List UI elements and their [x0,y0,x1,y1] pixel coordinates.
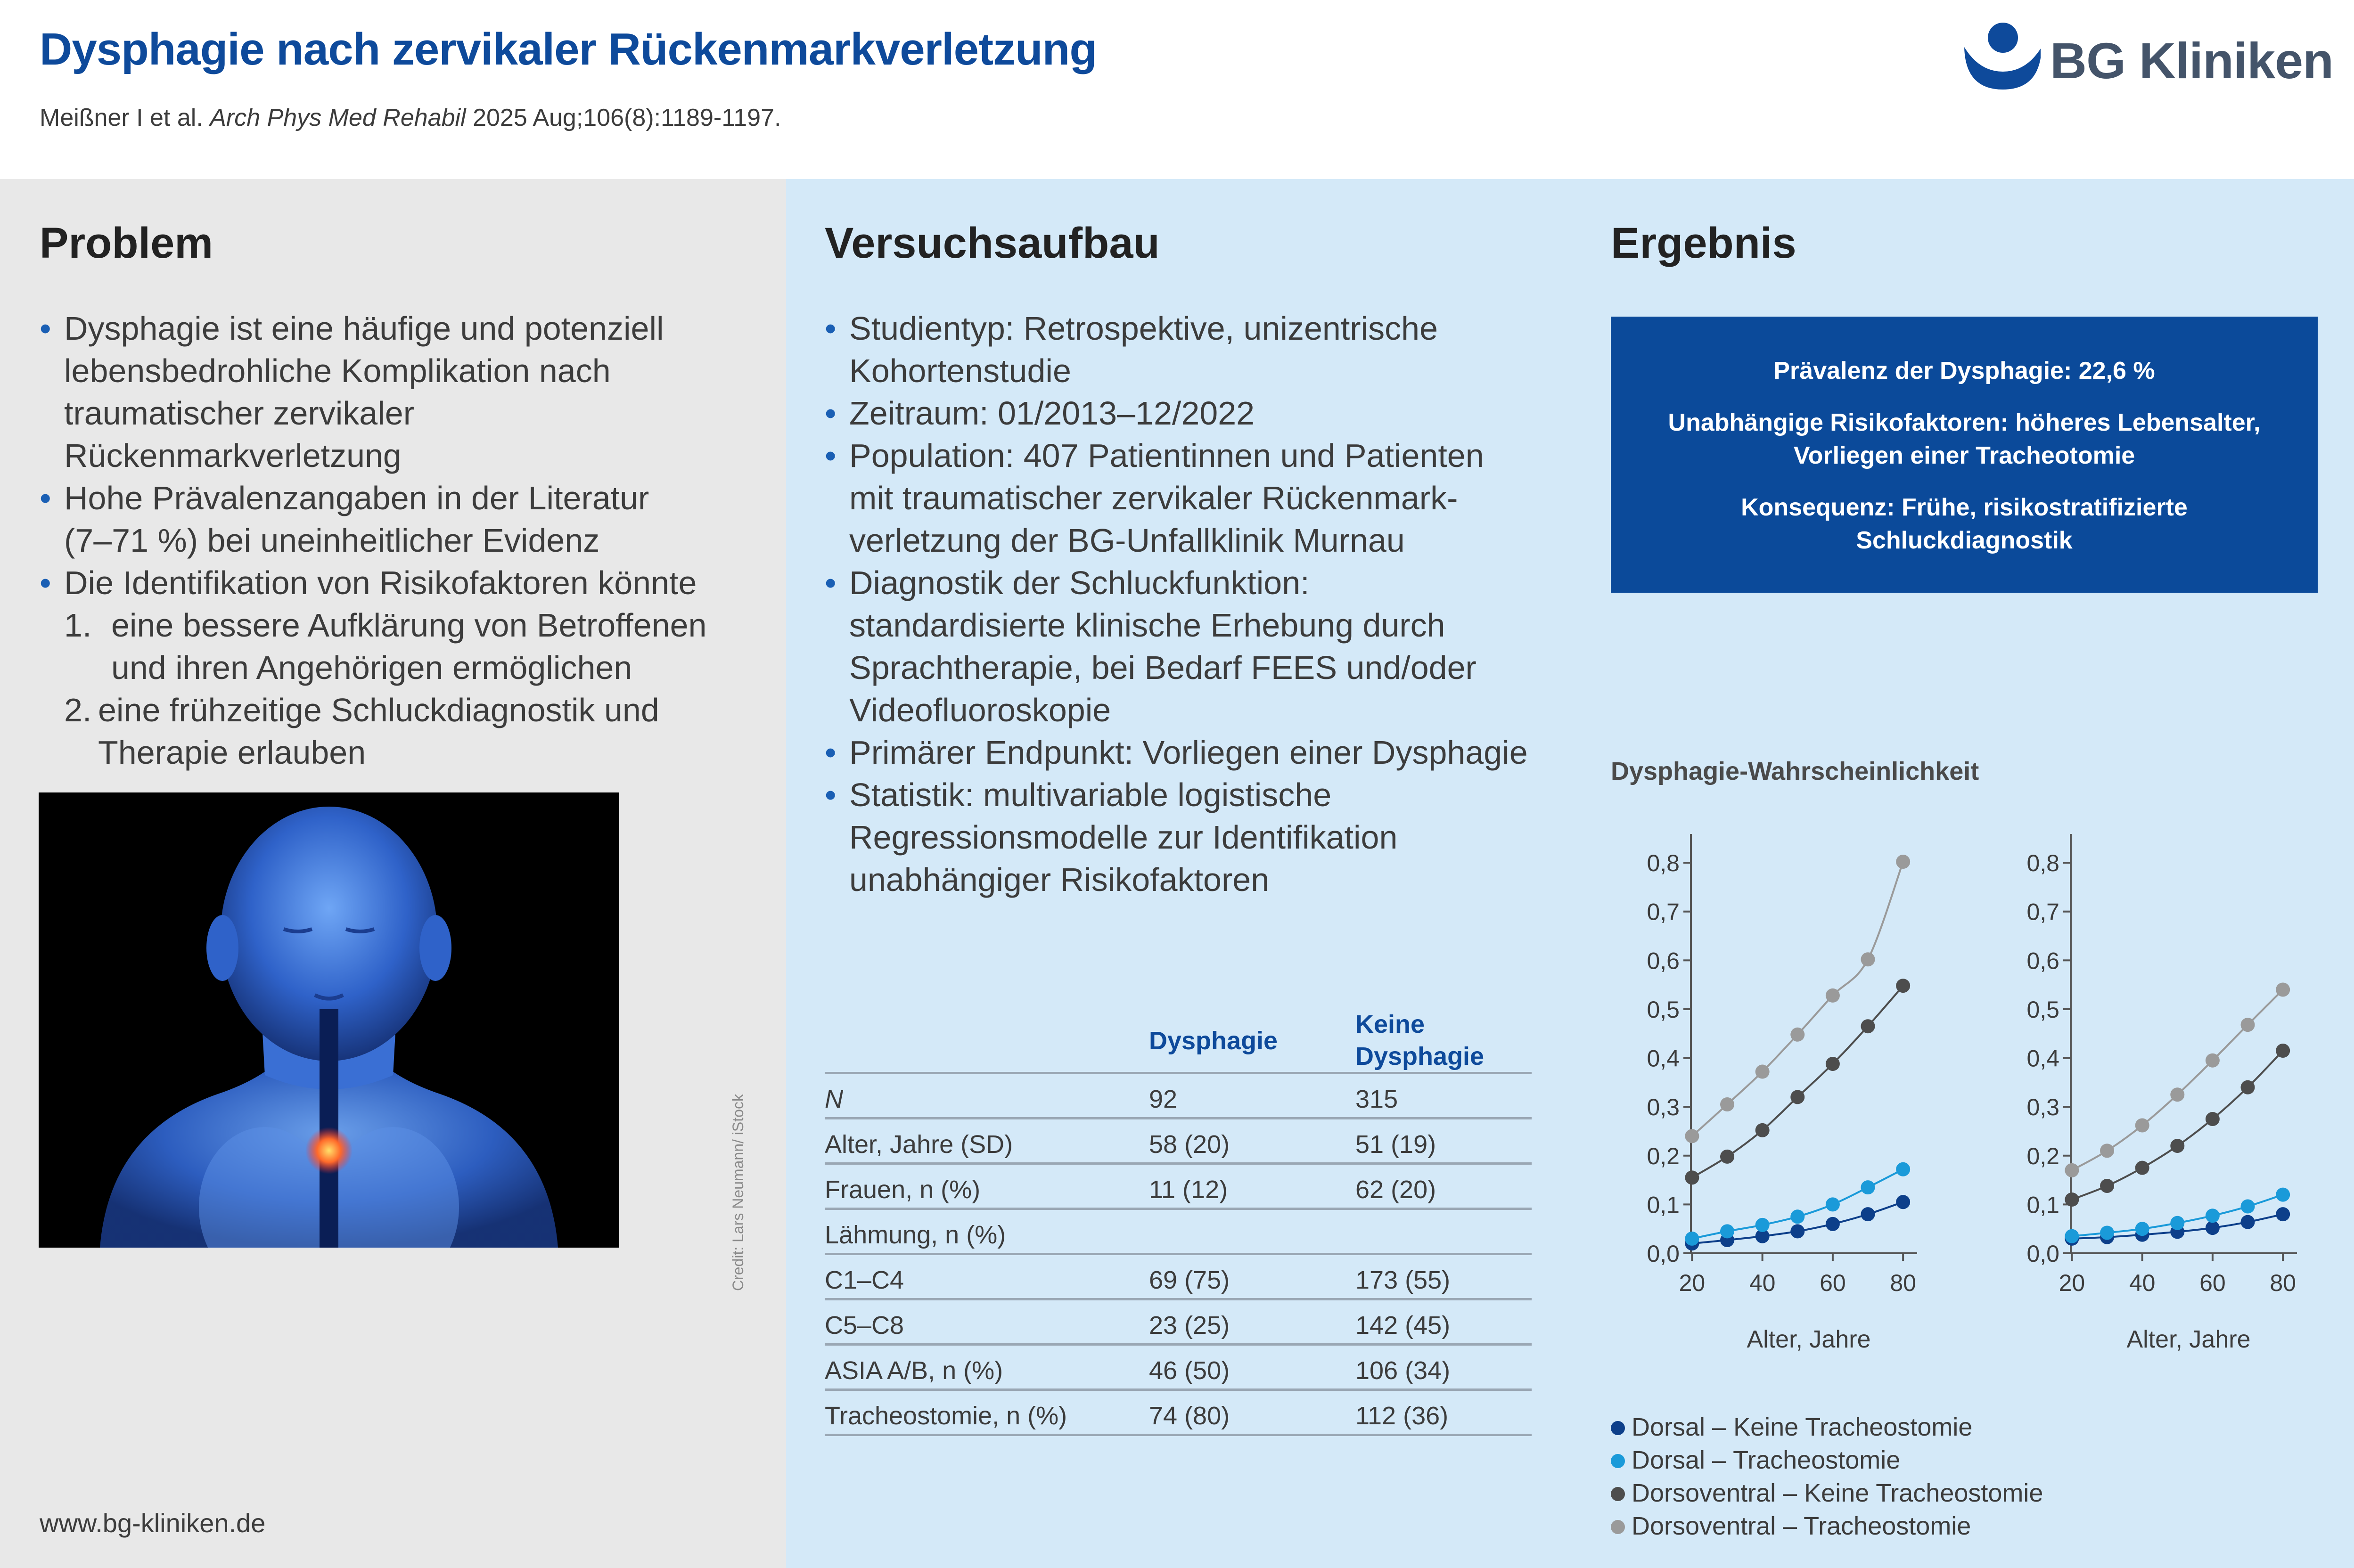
illustration-throat-image [39,792,619,1248]
y-tick-label: 0,4 [2026,1045,2059,1072]
table-row [825,1391,1532,1436]
row-label: C1–C4 [825,1266,904,1294]
y-tick-label: 0,6 [1647,947,1680,974]
list-item: • Hohe Prävalenzangaben in der Literatur (7–71 %) bei uneinheitlicher Evidenz [40,477,699,562]
table-row [825,1346,1532,1391]
cell-dysphagia: 11 (12) [1149,1176,1228,1204]
row-label: C5–C8 [825,1311,904,1339]
image-credit: Credit: Lars Neumann/ iStock [730,1094,746,1291]
problem-column [0,179,786,1568]
list-subitem [40,689,746,774]
table-row [825,1255,1532,1300]
data-point [2100,1225,2114,1240]
list-item: • Statistik: multivariable logistische Regressionsmodelle zur Identifikation unabhängiger Risikofaktoren [825,774,1447,901]
data-point [2241,1200,2255,1214]
data-point [2206,1209,2220,1223]
legend-marker [1611,1487,1625,1501]
list-item: • Population: 407 Patientinnen und Patienten mit traumatischer zervikaler Rückenmark-verletzung der BG-Unfallklinik Murnau [825,434,1503,562]
cell-no-dysphagia: 62 (20) [1355,1176,1436,1204]
probability-chart-left [1611,820,1941,1357]
citation-authors: Meißner I et al. [40,104,203,131]
probability-chart-right [1991,820,2321,1357]
legend-item [1611,1510,2043,1543]
legend-marker [1611,1421,1625,1435]
setup-list [825,307,1541,901]
legend-item [1611,1411,2043,1444]
data-point [1826,988,1840,1003]
y-tick-label: 0,6 [2026,947,2059,974]
data-point [1720,1097,1734,1111]
data-point [2276,1044,2290,1058]
data-point [2170,1216,2184,1230]
chart-legend [1611,1411,2043,1543]
data-point [2241,1080,2255,1094]
data-point [1790,1090,1804,1104]
data-point [2065,1192,2079,1207]
list-item: • Die Identifikation von Risikofaktoren könnte [40,562,746,604]
result-summary-box [1611,317,2318,593]
problem-title: Problem [40,219,213,267]
y-tick-label: 0,8 [1647,850,1680,877]
list-item: • Diagnostik der Schluckfunktion: standardisierte klinische Erhebung durch Sprachtherapie, bei Bedarf FEES und/oder Videofluoroskopie [825,562,1485,731]
row-label: Tracheostomie, n (%) [825,1402,1067,1430]
cell-dysphagia: 74 (80) [1149,1402,1230,1430]
table-row [825,1300,1532,1346]
subitem-text: eine bessere Aufklärung von Betroffenen und ihren Angehörigen ermöglichen [111,607,707,686]
setup-title: Versuchsaufbau [825,219,1160,267]
x-tick-label: 60 [1820,1270,1846,1296]
y-tick-label: 0,8 [2026,850,2059,877]
legend-label: Dorsoventral – Keine Tracheostomie [1632,1479,2043,1507]
data-point [2276,1207,2290,1221]
data-point [1861,1207,1875,1221]
y-tick-label: 0,2 [2026,1143,2059,1169]
y-tick-label: 0,1 [1647,1192,1680,1218]
y-tick-label: 0,3 [2026,1094,2059,1121]
list-item: • Dysphagie ist eine häufige und potenziell lebensbedrohliche Komplikation nach traumatischer zervikaler Rückenmarkverletzung [40,307,728,477]
column-header-no-dysphagia [1355,1008,1484,1072]
logo-emblem-icon [1960,19,2041,99]
row-label: ASIA A/B, n (%) [825,1356,1003,1385]
data-point [2206,1221,2220,1235]
legend-marker [1611,1520,1625,1534]
table-row [825,1074,1532,1119]
data-point [1826,1217,1840,1231]
cell-no-dysphagia: 112 (36) [1355,1402,1449,1430]
citation-details: 2025 Aug;106(8):1189-1197. [473,104,781,131]
y-tick-label: 0,7 [1647,898,1680,925]
data-point [1896,1195,1910,1209]
characteristics-table [825,1004,1532,1436]
data-point [1685,1129,1699,1143]
x-axis-label: Alter, Jahre [1747,1326,1871,1353]
cell-dysphagia: 46 (50) [1149,1356,1230,1385]
column-header-line: Dysphagie [1355,1042,1485,1070]
data-point [2170,1087,2184,1102]
data-point [1720,1224,1734,1238]
data-point [1720,1150,1734,1164]
result-risk-factors: Unabhängige Risikofaktoren: höheres Lebensalter, Vorliegen einer Tracheotomie [1668,409,2261,469]
series-trend-line [1692,986,1903,1177]
y-tick-label: 0,5 [1647,996,1680,1023]
data-point [1861,1180,1875,1194]
data-point [2241,1018,2255,1032]
y-tick-label: 0,7 [2026,898,2059,925]
logo-text: BG Kliniken [2050,32,2334,89]
data-point [1826,1197,1840,1211]
data-point [1790,1224,1804,1238]
legend-item [1611,1477,2043,1510]
x-tick-label: 20 [2059,1270,2085,1296]
result-consequence: Konsequenz: Frühe, risikostratifizierte Schluckdiagnostik [1741,494,2188,554]
row-label: Lähmung, n (%) [825,1221,1006,1249]
y-tick-label: 0,4 [1647,1045,1680,1072]
table-row [825,1210,1532,1255]
data-point [2100,1179,2114,1193]
legend-item [1611,1444,2043,1477]
data-point [1755,1218,1770,1232]
cell-no-dysphagia: 142 (45) [1355,1311,1451,1339]
cell-no-dysphagia: 106 (34) [1355,1356,1451,1385]
data-point [2276,982,2290,996]
subitem-number: 1. [64,607,92,644]
list-subitem [40,604,746,689]
header [0,0,2354,179]
data-point [1790,1028,1804,1042]
y-tick-label: 0,3 [1647,1094,1680,1121]
data-point [1755,1065,1770,1079]
data-point [1790,1209,1804,1224]
x-tick-label: 60 [2199,1270,2226,1296]
data-point [2170,1139,2184,1153]
data-point [2065,1229,2079,1243]
problem-list [40,307,746,774]
data-point [2135,1161,2149,1175]
result-title: Ergebnis [1611,219,1796,267]
legend-label: Dorsal – Tracheostomie [1632,1446,1901,1474]
y-tick-label: 0,0 [2026,1241,2059,1267]
row-label: Frauen, n (%) [825,1176,981,1204]
subitem-number: 2. [64,692,92,728]
table-row [825,1119,1532,1165]
list-item: • Studientyp: Retrospektive, unizentrische Kohortenstudie [825,307,1475,392]
chart-svg [1991,820,2321,1357]
row-label: Alter, Jahre (SD) [825,1130,1013,1159]
data-point [1755,1123,1770,1137]
list-item: • Primärer Endpunkt: Vorliegen einer Dysphagie [825,731,1541,774]
website-link[interactable]: www.bg-kliniken.de [40,1508,266,1538]
cell-no-dysphagia: 315 [1355,1085,1398,1113]
bg-kliniken-logo [1960,19,2334,99]
data-point [1896,1162,1910,1176]
list-item: • Zeitraum: 01/2013–12/2022 [825,392,1541,434]
data-point [1896,979,1910,993]
table-header [825,1004,1532,1074]
chart-svg [1611,820,1941,1357]
x-tick-label: 40 [2129,1270,2156,1296]
x-tick-label: 40 [1749,1270,1776,1296]
cell-dysphagia: 69 (75) [1149,1266,1230,1294]
data-point [2241,1215,2255,1229]
data-point [1826,1057,1840,1071]
cell-no-dysphagia: 51 (19) [1355,1130,1436,1159]
table-row [825,1165,1532,1210]
x-tick-label: 20 [1679,1270,1706,1296]
data-point [2135,1119,2149,1133]
x-axis-label: Alter, Jahre [2126,1326,2251,1353]
data-point [1685,1170,1699,1184]
citation-journal: Arch Phys Med Rehabil [210,104,466,131]
data-point [1896,855,1910,869]
data-point [2065,1163,2079,1177]
citation [40,104,781,132]
legend-label: Dorsoventral – Tracheostomie [1632,1512,1971,1540]
data-point [2135,1222,2149,1236]
data-point [2276,1188,2290,1202]
y-tick-label: 0,2 [1647,1143,1680,1169]
x-tick-label: 80 [1890,1270,1916,1296]
cell-no-dysphagia: 173 (55) [1355,1266,1451,1294]
cell-dysphagia: 23 (25) [1149,1311,1230,1339]
column-header-line: Keine [1355,1010,1425,1038]
legend-marker [1611,1454,1625,1468]
x-tick-label: 80 [2270,1270,2296,1296]
data-point [2206,1054,2220,1068]
y-tick-label: 0,1 [2026,1192,2059,1218]
y-tick-label: 0,5 [2026,996,2059,1023]
legend-label: Dorsal – Keine Tracheostomie [1632,1413,1973,1441]
result-prevalence: Prävalenz der Dysphagie: 22,6 % [1773,357,2155,384]
column-header-dysphagia: Dysphagie [1149,1027,1278,1055]
data-point [1685,1232,1699,1246]
data-point [2206,1112,2220,1126]
y-tick-label: 0,0 [1647,1241,1680,1267]
page-title: Dysphagie nach zervikaler Rückenmarkverletzung [40,24,1097,74]
chart-title: Dysphagie-Wahrscheinlichkeit [1611,757,1979,785]
cell-dysphagia: 58 (20) [1149,1130,1230,1159]
data-point [1861,952,1875,966]
cell-dysphagia: 92 [1149,1085,1178,1113]
series-trend-line [2072,1051,2283,1200]
subitem-text: eine frühzeitige Schluckdiagnostik und Therapie erlauben [98,692,659,771]
data-point [1861,1019,1875,1033]
data-point [2100,1143,2114,1158]
row-label: N [825,1085,843,1113]
